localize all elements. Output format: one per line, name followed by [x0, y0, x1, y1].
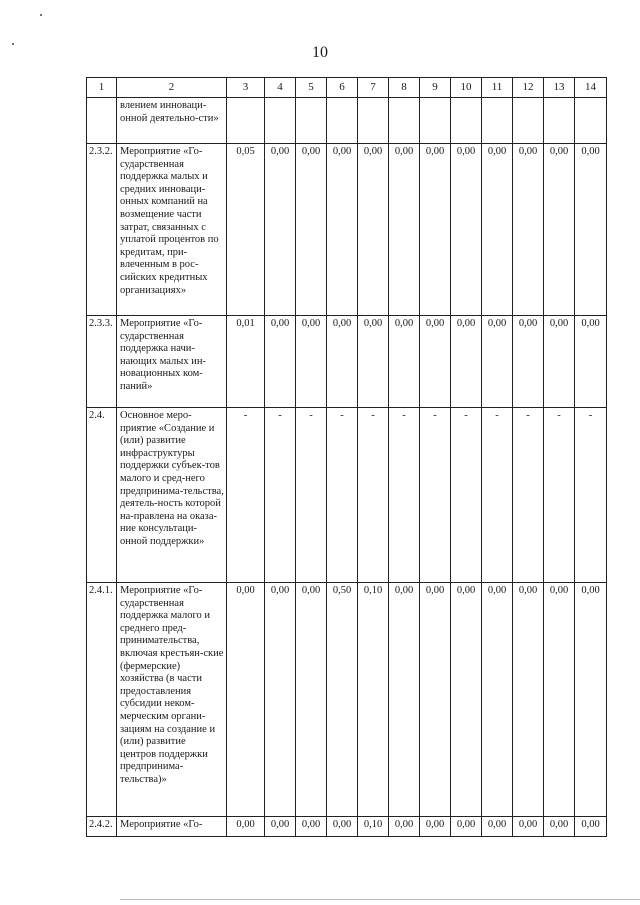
- value-cell: 0,00: [227, 583, 265, 817]
- table-row: [87, 817, 607, 837]
- header-cell: 6: [327, 78, 358, 98]
- header-cell: 1: [87, 78, 117, 98]
- row-number: 2.4.: [87, 408, 117, 583]
- table-row: [87, 316, 607, 408]
- header-cell: 8: [389, 78, 420, 98]
- value-cell: 0,00: [575, 144, 607, 316]
- value-cell: 0,00: [358, 144, 389, 316]
- scan-edge-rule: [120, 899, 640, 900]
- value-cell: 0,00: [451, 583, 482, 817]
- value-cell: -: [575, 408, 607, 583]
- value-cell: 0,00: [420, 316, 451, 408]
- scan-speck: [40, 14, 42, 16]
- value-cell: 0,00: [420, 144, 451, 316]
- value-cell: 0,05: [227, 144, 265, 316]
- header-cell: 2: [117, 78, 227, 98]
- value-cell: [296, 98, 327, 144]
- value-cell: 0,00: [513, 583, 544, 817]
- value-cell: 0,00: [575, 817, 607, 837]
- value-cell: 0,00: [482, 316, 513, 408]
- value-cell: 0,50: [327, 583, 358, 817]
- value-cell: [575, 98, 607, 144]
- row-name: Мероприятие «Го-сударственная поддержка малых и средних инноваци-онных компаний на возмещение части затрат, связанных с уплатой процентов по кредитам, при-влеченным в рос-сийских кредитных организациях»: [117, 144, 227, 316]
- value-cell: 0,00: [265, 316, 296, 408]
- row-number: [87, 98, 117, 144]
- value-cell: [327, 98, 358, 144]
- header-cell: 10: [451, 78, 482, 98]
- value-cell: 0,00: [513, 144, 544, 316]
- value-cell: [513, 98, 544, 144]
- value-cell: 0,00: [451, 316, 482, 408]
- value-cell: -: [544, 408, 575, 583]
- value-cell: 0,00: [296, 316, 327, 408]
- row-number: 2.4.2.: [87, 817, 117, 837]
- value-cell: 0,00: [451, 817, 482, 837]
- value-cell: -: [296, 408, 327, 583]
- value-cell: [544, 98, 575, 144]
- value-cell: 0,00: [575, 583, 607, 817]
- value-cell: 0,00: [296, 144, 327, 316]
- row-number: 2.4.1.: [87, 583, 117, 817]
- value-cell: 0,00: [544, 316, 575, 408]
- table-body: [87, 98, 607, 837]
- row-name: Основное меро-приятие «Создание и (или) развитие инфраструктуры поддержки субъек-тов малого и сред-него предпринима-тельства, деятель-ность которой на-правлена на оказа-ние консультаци-онной поддержки»: [117, 408, 227, 583]
- value-cell: [451, 98, 482, 144]
- value-cell: [358, 98, 389, 144]
- value-cell: -: [513, 408, 544, 583]
- value-cell: 0,00: [513, 316, 544, 408]
- value-cell: [227, 98, 265, 144]
- header-cell: 13: [544, 78, 575, 98]
- value-cell: 0,00: [327, 817, 358, 837]
- table-row: [87, 583, 607, 817]
- value-cell: [420, 98, 451, 144]
- value-cell: -: [482, 408, 513, 583]
- row-name: Мероприятие «Го-сударственная поддержка начи-нающих малых ин-новационных ком-паний»: [117, 316, 227, 408]
- value-cell: -: [358, 408, 389, 583]
- value-cell: 0,00: [389, 144, 420, 316]
- value-cell: 0,00: [575, 316, 607, 408]
- value-cell: 0,00: [389, 316, 420, 408]
- value-cell: -: [389, 408, 420, 583]
- value-cell: 0,00: [420, 583, 451, 817]
- value-cell: [389, 98, 420, 144]
- row-name: Мероприятие «Го-сударственная поддержка малого и среднего пред-принимательства, включая крестьян-ские (фермерские) хозяйства (в части предоставления субсидии неком-мерческим органи-зациям на создание и (или) развитие центров поддержки предпринима-тельства)»: [117, 583, 227, 817]
- value-cell: 0,00: [265, 144, 296, 316]
- value-cell: 0,00: [389, 817, 420, 837]
- header-cell: 4: [265, 78, 296, 98]
- value-cell: [265, 98, 296, 144]
- value-cell: 0,00: [296, 583, 327, 817]
- value-cell: -: [420, 408, 451, 583]
- table-row: [87, 98, 607, 144]
- value-cell: 0,00: [544, 583, 575, 817]
- header-cell: 5: [296, 78, 327, 98]
- value-cell: 0,00: [327, 144, 358, 316]
- value-cell: -: [327, 408, 358, 583]
- value-cell: 0,00: [482, 583, 513, 817]
- value-cell: 0,00: [544, 817, 575, 837]
- value-cell: -: [451, 408, 482, 583]
- header-cell: 12: [513, 78, 544, 98]
- value-cell: 0,00: [513, 817, 544, 837]
- page-number: 10: [312, 44, 328, 61]
- header-cell: 9: [420, 78, 451, 98]
- header-cell: 3: [227, 78, 265, 98]
- row-name: Мероприятие «Го-: [117, 817, 227, 837]
- value-cell: [482, 98, 513, 144]
- value-cell: 0,00: [327, 316, 358, 408]
- value-cell: 0,00: [265, 583, 296, 817]
- value-cell: 0,00: [358, 316, 389, 408]
- value-cell: 0,10: [358, 817, 389, 837]
- table-row: [87, 144, 607, 316]
- value-cell: 0,00: [544, 144, 575, 316]
- header-cell: 7: [358, 78, 389, 98]
- header-row: [87, 78, 607, 98]
- table-row: [87, 408, 607, 583]
- value-cell: -: [265, 408, 296, 583]
- value-cell: 0,01: [227, 316, 265, 408]
- value-cell: 0,00: [451, 144, 482, 316]
- row-number: 2.3.3.: [87, 316, 117, 408]
- value-cell: 0,00: [227, 817, 265, 837]
- value-cell: 0,00: [482, 817, 513, 837]
- value-cell: 0,00: [389, 583, 420, 817]
- value-cell: 0,00: [296, 817, 327, 837]
- value-cell: 0,00: [420, 817, 451, 837]
- value-cell: -: [227, 408, 265, 583]
- data-table: [86, 77, 607, 837]
- value-cell: 0,00: [482, 144, 513, 316]
- row-name: влением инноваци-онной деятельно-сти»: [117, 98, 227, 144]
- row-number: 2.3.2.: [87, 144, 117, 316]
- header-cell: 11: [482, 78, 513, 98]
- value-cell: 0,00: [265, 817, 296, 837]
- header-cell: 14: [575, 78, 607, 98]
- value-cell: 0,10: [358, 583, 389, 817]
